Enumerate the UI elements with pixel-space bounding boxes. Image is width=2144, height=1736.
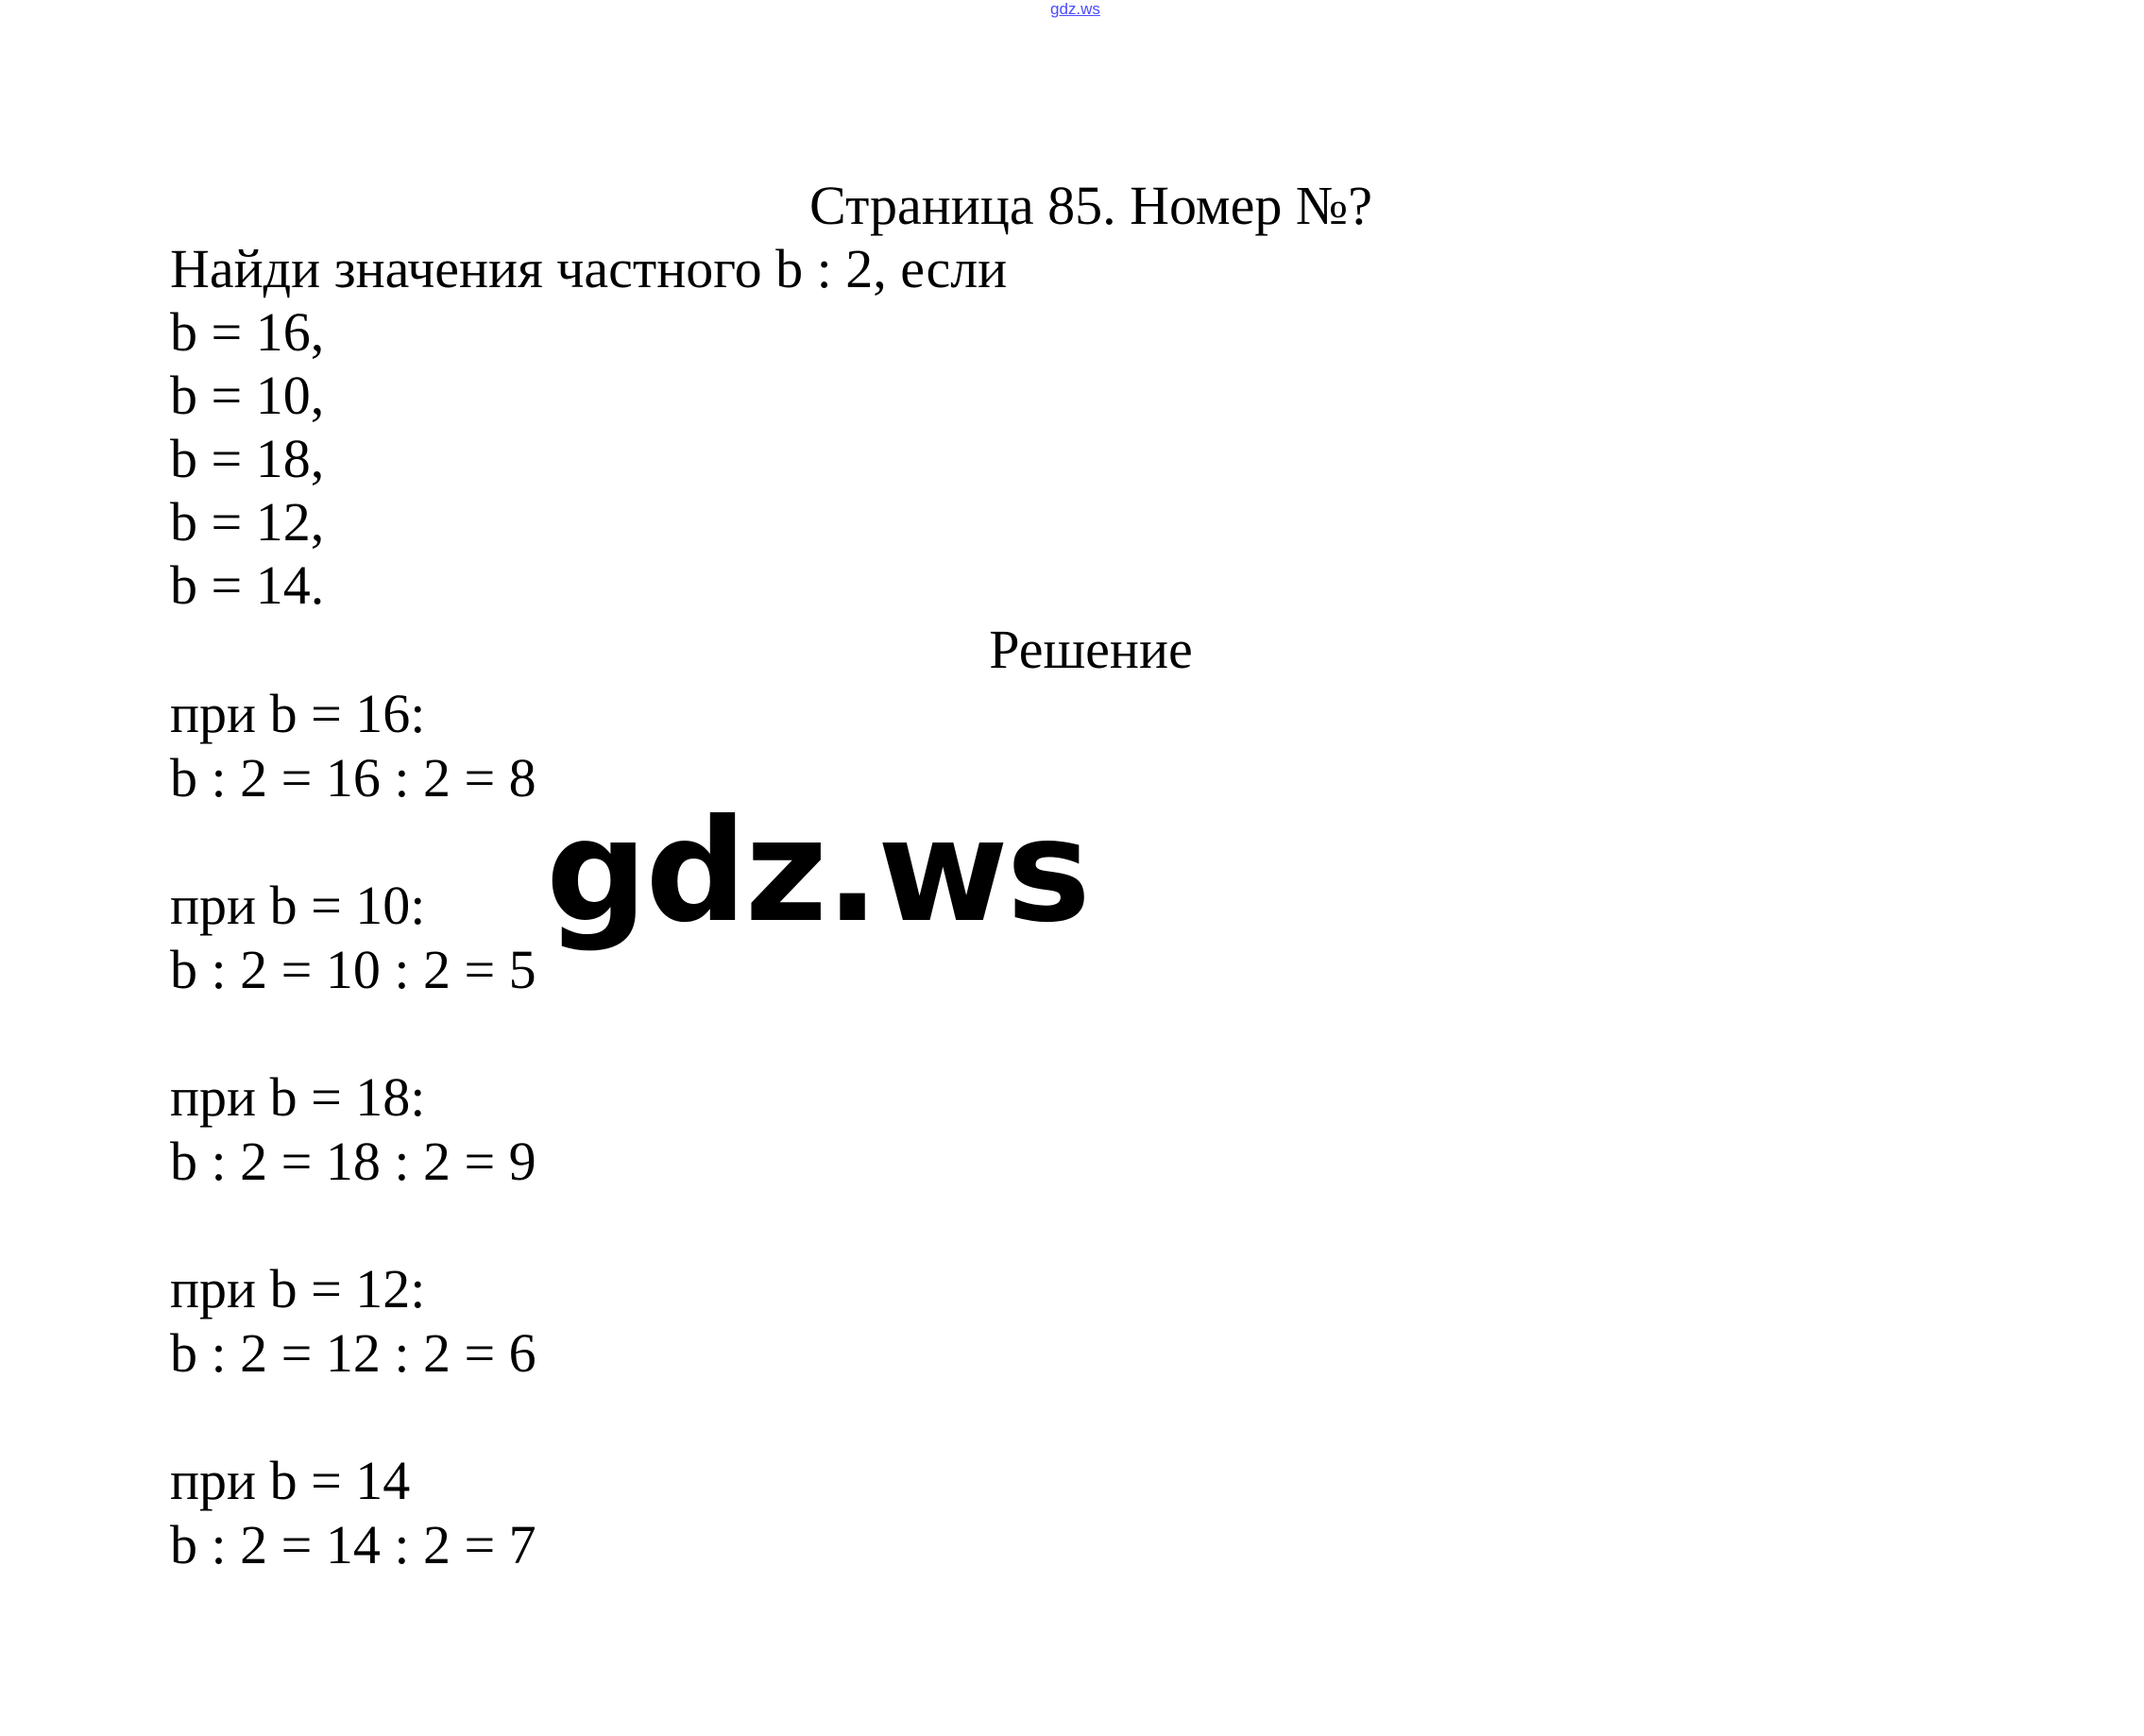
source-link[interactable]: gdz.ws xyxy=(1050,0,1100,18)
task-value: b = 14. xyxy=(170,554,325,616)
task-value: b = 18, xyxy=(170,428,325,489)
solution-result: b : 2 = 10 : 2 = 5 xyxy=(170,939,536,1000)
task-value: b = 12, xyxy=(170,491,325,553)
page-title: Страница 85. Номер №? xyxy=(809,175,1372,236)
solution-result: b : 2 = 12 : 2 = 6 xyxy=(170,1322,536,1384)
watermark-logo: gdz.ws xyxy=(546,790,1089,954)
solution-condition: при b = 16: xyxy=(170,683,426,744)
solution-heading: Решение xyxy=(989,619,1193,680)
solution-result: b : 2 = 18 : 2 = 9 xyxy=(170,1131,536,1192)
task-value: b = 10, xyxy=(170,365,325,426)
task-prompt: Найди значения частного b : 2, если xyxy=(170,238,1008,299)
solution-result: b : 2 = 16 : 2 = 8 xyxy=(170,747,536,808)
task-value: b = 16, xyxy=(170,301,325,363)
solution-result: b : 2 = 14 : 2 = 7 xyxy=(170,1514,536,1575)
solution-condition: при b = 14 xyxy=(170,1450,411,1511)
solution-condition: при b = 18: xyxy=(170,1066,426,1128)
solution-condition: при b = 12: xyxy=(170,1258,426,1319)
solution-condition: при b = 10: xyxy=(170,875,426,936)
